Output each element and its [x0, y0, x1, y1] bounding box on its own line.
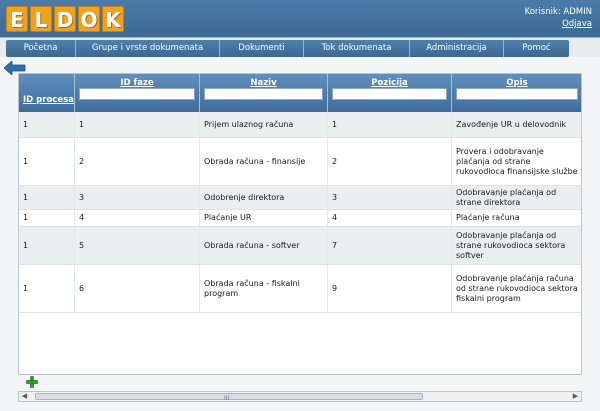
table-row[interactable]	[19, 227, 582, 265]
cell-naziv: Obrada računa - finansije	[200, 138, 328, 185]
cell-opis: Provera i odobravanje plaćanja od strane rukovodioca finansijske službe	[452, 138, 582, 185]
table-row[interactable]	[19, 210, 582, 227]
table-row[interactable]	[19, 112, 582, 138]
cell-pozicija: 4	[328, 210, 452, 226]
logo-letter: O	[78, 6, 100, 32]
filter-pozicija-input[interactable]	[332, 88, 447, 100]
nav-item-pomoc[interactable]: Pomoć	[522, 43, 551, 53]
sort-opis[interactable]: Opis	[506, 78, 528, 88]
nav-item-administracija[interactable]: Administracija	[410, 40, 504, 57]
cell-pozicija: 3	[328, 186, 452, 209]
cell-id-procesa: 1	[19, 210, 75, 226]
phases-grid	[18, 73, 582, 375]
nav-item-tok[interactable]: Tok dokumenata	[304, 40, 410, 57]
nav-item-dokumenti[interactable]: Dokumenti	[220, 40, 304, 57]
cell-naziv: Odobrenje direktora	[200, 186, 328, 209]
cell-naziv: Plaćanje UR	[200, 210, 328, 226]
cell-id-procesa: 1	[19, 186, 75, 209]
user-label: Korisnik: ADMIN	[524, 7, 592, 17]
nav-item-pocetna[interactable]: Početna	[6, 40, 76, 57]
cell-id-procesa: 1	[19, 265, 75, 312]
app-header	[0, 0, 600, 37]
cell-id-procesa: 1	[19, 227, 75, 264]
cell-pozicija: 7	[328, 227, 452, 264]
cell-id-faze: 6	[75, 265, 200, 312]
plus-icon[interactable]	[26, 376, 38, 388]
logo-letter: E	[6, 6, 28, 32]
table-row[interactable]	[19, 138, 582, 186]
logo-letter: K	[102, 6, 124, 32]
column-header-naziv	[200, 74, 328, 112]
logo-letter: L	[30, 6, 52, 32]
sort-naziv[interactable]: Naziv	[250, 78, 277, 88]
cell-opis: Odobravanje plaćanja od strane direktora	[452, 186, 582, 209]
main-nav	[0, 37, 600, 57]
column-header-id-faze	[75, 74, 200, 112]
column-header-opis	[452, 74, 582, 112]
filter-naziv-input[interactable]	[204, 88, 323, 100]
cell-opis: Odobravanje plaćanja od strane rukovodioca sektora softver	[452, 227, 582, 264]
scroll-left-arrow-icon[interactable]: ◀	[21, 392, 28, 400]
cell-naziv: Prijem ulaznog računa	[200, 112, 328, 137]
scroll-right-arrow-icon[interactable]: ▶	[572, 392, 579, 400]
cell-id-faze: 4	[75, 210, 200, 226]
cell-opis: Plaćanje računa	[452, 210, 582, 226]
column-header-id-procesa	[19, 74, 75, 112]
grid-body	[19, 112, 582, 313]
column-header-pozicija	[328, 74, 452, 112]
logout-link[interactable]: Odjava	[562, 19, 592, 29]
cell-pozicija: 1	[328, 112, 452, 137]
filter-opis-input[interactable]	[456, 88, 578, 100]
cell-opis: Odobravanje plaćanja računa od strane rukovodioca sektora fiskalni program	[452, 265, 582, 312]
cell-id-faze: 1	[75, 112, 200, 137]
cell-id-faze: 2	[75, 138, 200, 185]
scrollbar-thumb[interactable]	[35, 393, 423, 400]
logo-letter: D	[54, 6, 76, 32]
cell-naziv: Obrada računa - softver	[200, 227, 328, 264]
cell-id-procesa: 1	[19, 138, 75, 185]
cell-naziv: Obrada računa - fiskalni program	[200, 265, 328, 312]
sort-id-faze[interactable]: ID faze	[120, 78, 154, 88]
cell-pozicija: 2	[328, 138, 452, 185]
cell-id-faze: 5	[75, 227, 200, 264]
eldok-logo[interactable]	[6, 6, 124, 32]
horizontal-scrollbar[interactable]	[18, 391, 582, 402]
cell-id-procesa: 1	[19, 112, 75, 137]
sort-id-procesa[interactable]: ID procesa	[23, 95, 74, 105]
filter-id-faze-input[interactable]	[79, 88, 195, 100]
sort-pozicija[interactable]: Pozicija	[371, 78, 408, 88]
table-row[interactable]	[19, 186, 582, 210]
cell-id-faze: 3	[75, 186, 200, 209]
table-row[interactable]	[19, 265, 582, 313]
scrollbar-grip: III	[224, 395, 230, 402]
cell-pozicija: 9	[328, 265, 452, 312]
grid-header	[19, 74, 582, 112]
user-box	[525, 6, 592, 30]
cell-opis: Zavođenje UR u delovodnik	[452, 112, 582, 137]
nav-item-grupe[interactable]: Grupe i vrste dokumenata	[76, 40, 220, 57]
